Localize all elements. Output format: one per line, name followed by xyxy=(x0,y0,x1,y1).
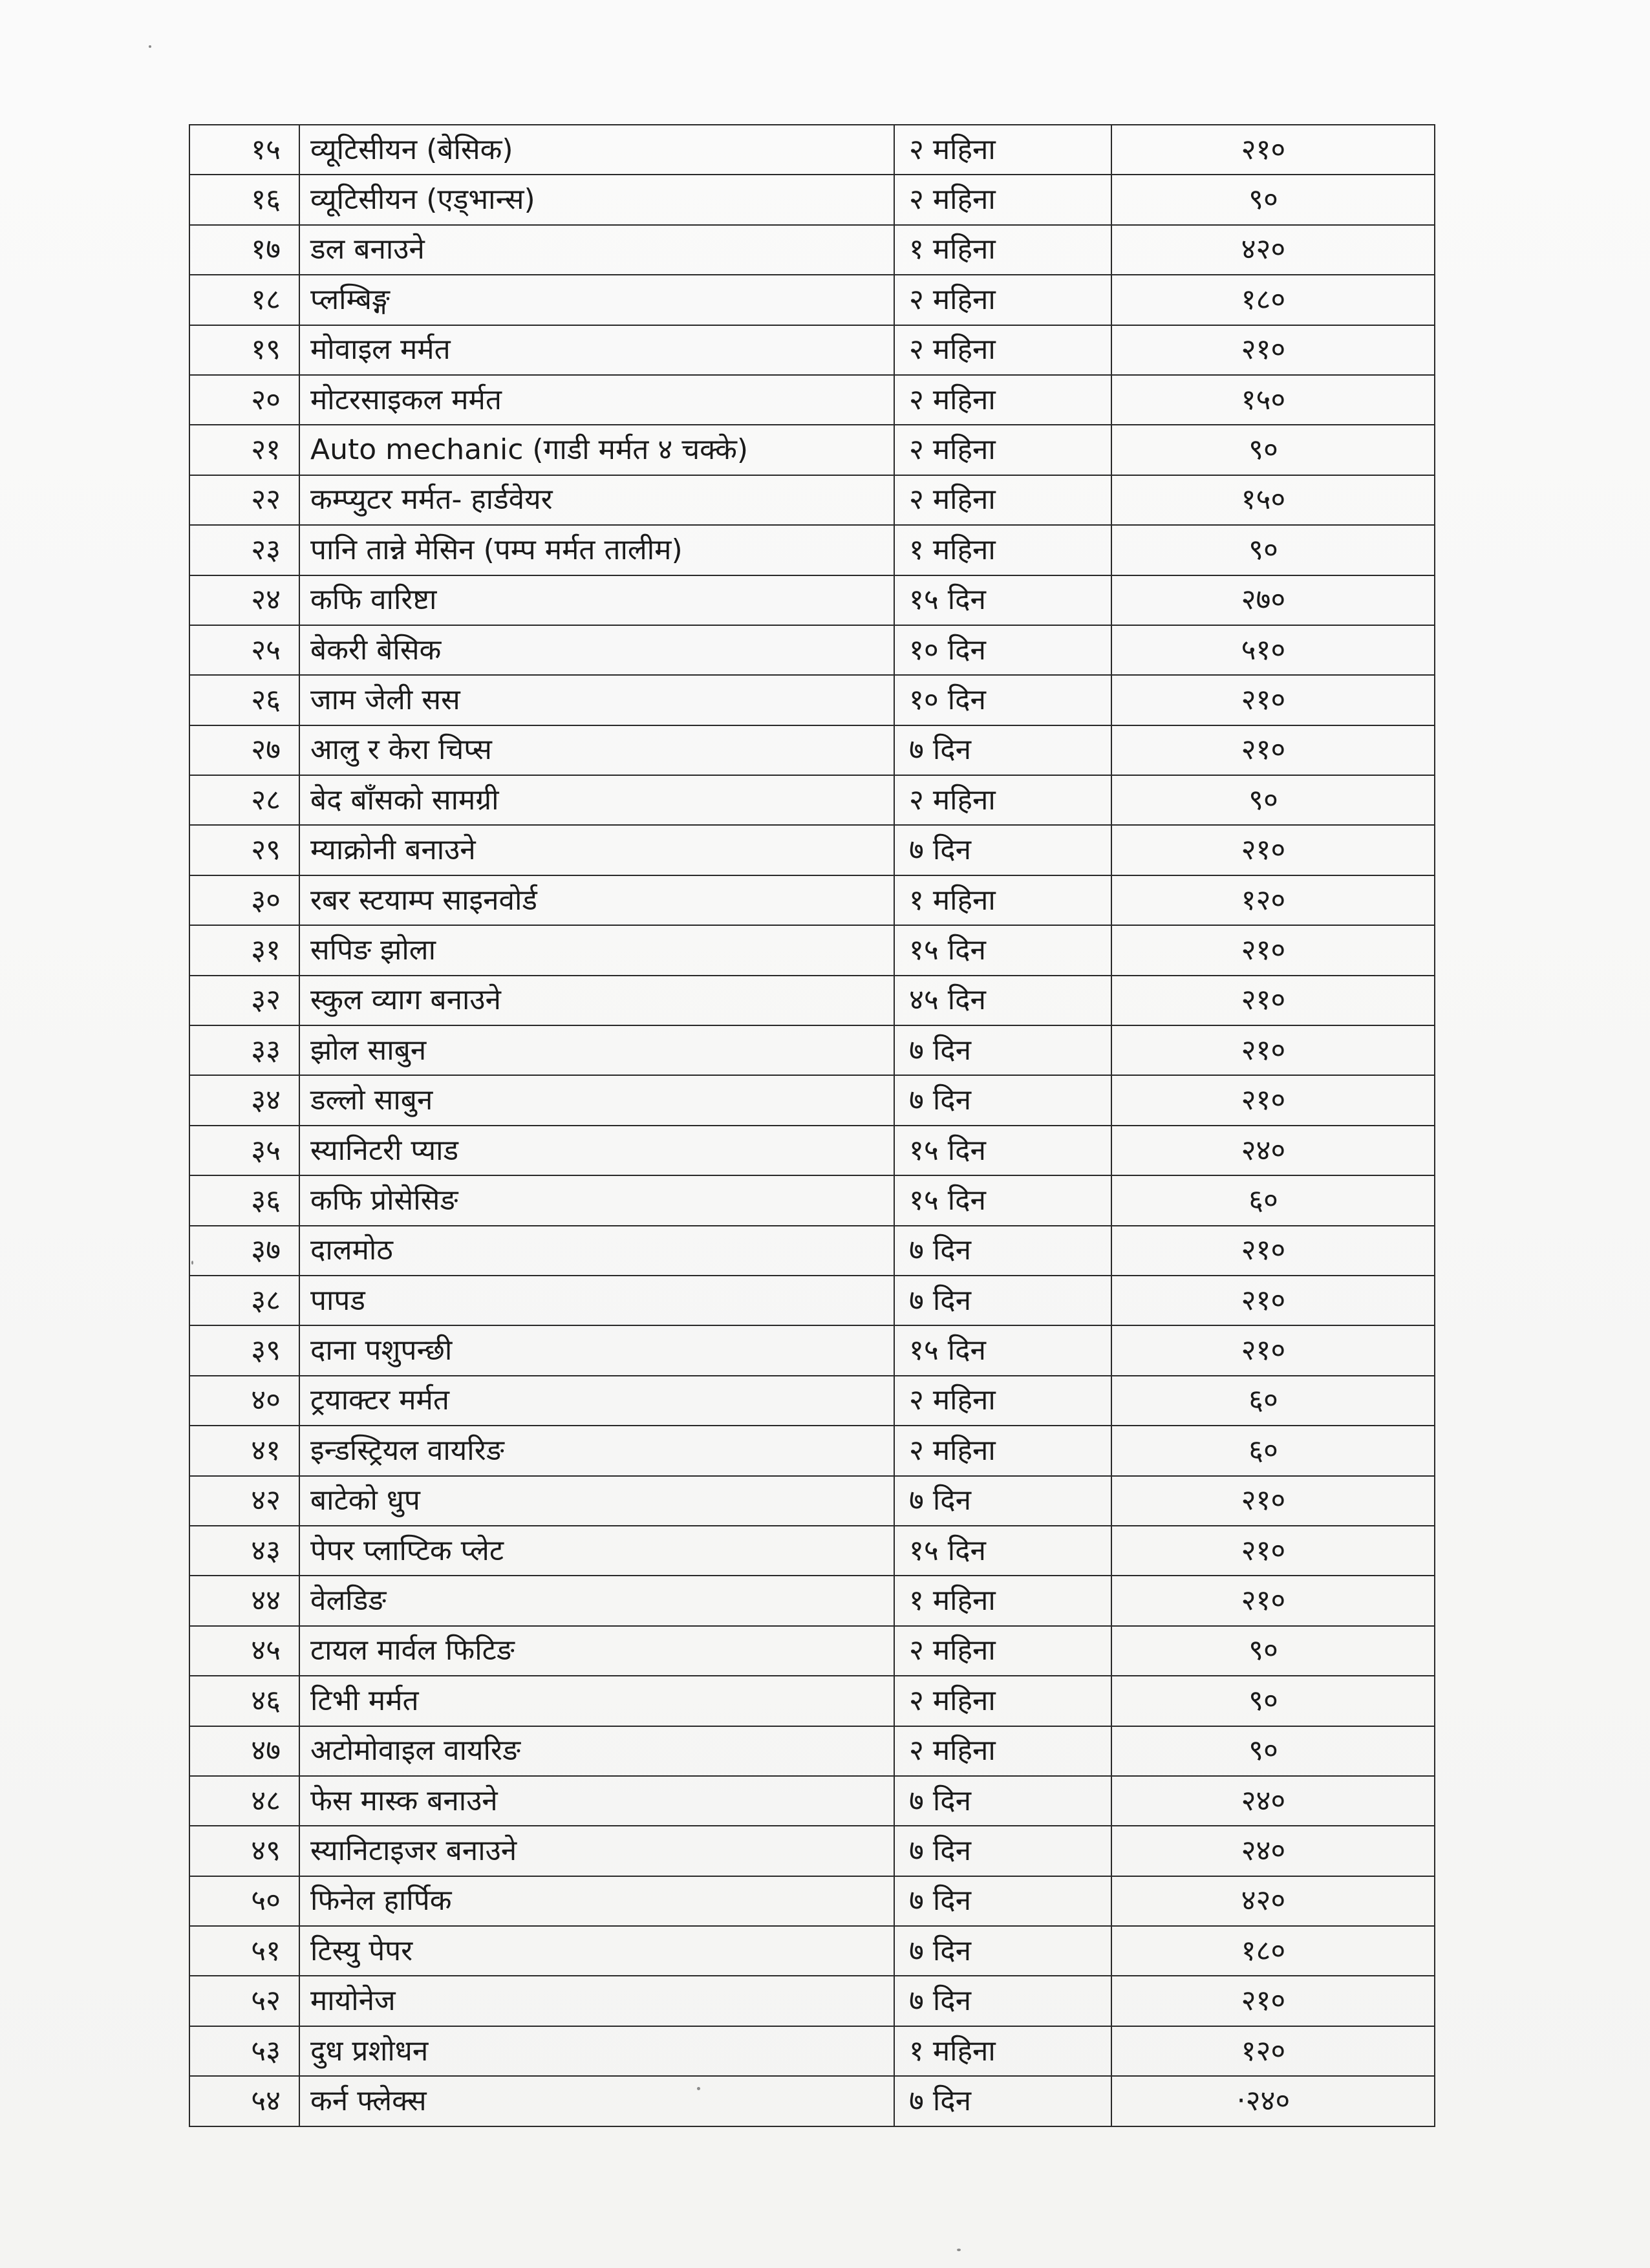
course-name-cell: पेपर प्लाप्टिक प्लेट xyxy=(299,1526,894,1576)
seats-cell: ९० xyxy=(1111,1676,1435,1726)
seats-cell: २७० xyxy=(1111,575,1435,625)
table-row xyxy=(189,425,1435,475)
table-row xyxy=(189,1025,1435,1075)
table-row xyxy=(189,1226,1435,1276)
table-row xyxy=(189,1626,1435,1676)
serial-number-cell: ३९ xyxy=(189,1325,299,1375)
duration-cell: १ महिना xyxy=(894,1576,1111,1625)
duration-cell: २ महिना xyxy=(894,1626,1111,1676)
duration-cell: ७ दिन xyxy=(894,1276,1111,1325)
course-name-cell: मायोनेज xyxy=(299,1976,894,2026)
table-row xyxy=(189,475,1435,525)
serial-number-cell: ३३ xyxy=(189,1025,299,1075)
table-row xyxy=(189,2026,1435,2076)
course-name-cell: टायल मार्वल फिटिङ xyxy=(299,1626,894,1676)
serial-number-cell: ४८ xyxy=(189,1776,299,1826)
seats-cell: २४० xyxy=(1111,1126,1435,1175)
seats-cell: ९० xyxy=(1111,775,1435,825)
seats-cell: २४० xyxy=(1111,1776,1435,1826)
training-course-table xyxy=(189,124,1435,2127)
seats-cell: ·२४० xyxy=(1111,2076,1435,2126)
table-row xyxy=(189,325,1435,375)
duration-cell: १५ दिन xyxy=(894,575,1111,625)
serial-number-cell: १७ xyxy=(189,225,299,275)
table-row xyxy=(189,625,1435,675)
table-row xyxy=(189,2076,1435,2126)
table-row xyxy=(189,1376,1435,1426)
table-row xyxy=(189,675,1435,725)
serial-number-cell: २१ xyxy=(189,425,299,475)
duration-cell: १५ दिन xyxy=(894,1126,1111,1175)
serial-number-cell: २२ xyxy=(189,475,299,525)
serial-number-cell: ४९ xyxy=(189,1826,299,1876)
course-name-cell: टिभी मर्मत xyxy=(299,1676,894,1726)
duration-cell: १५ दिन xyxy=(894,1175,1111,1225)
serial-number-cell: ४० xyxy=(189,1376,299,1426)
seats-cell: ६० xyxy=(1111,1426,1435,1475)
course-name-cell: रबर स्टयाम्प साइनवोर्ड xyxy=(299,875,894,925)
table-row xyxy=(189,1426,1435,1475)
course-name-cell: पापड xyxy=(299,1276,894,1325)
table-row xyxy=(189,525,1435,575)
serial-number-cell: ४७ xyxy=(189,1726,299,1776)
course-name-cell: स्यानिटरी प्याड xyxy=(299,1126,894,1175)
table-row xyxy=(189,775,1435,825)
table-row xyxy=(189,925,1435,975)
table-row xyxy=(189,976,1435,1025)
duration-cell: ७ दिन xyxy=(894,1876,1111,1926)
duration-cell: ७ दिन xyxy=(894,1826,1111,1876)
course-name-cell: मोवाइल मर्मत xyxy=(299,325,894,375)
duration-cell: १० दिन xyxy=(894,675,1111,725)
seats-cell: १२० xyxy=(1111,875,1435,925)
duration-cell: २ महिना xyxy=(894,1726,1111,1776)
seats-cell: २१० xyxy=(1111,675,1435,725)
seats-cell: २१० xyxy=(1111,1325,1435,1375)
seats-cell: ४२० xyxy=(1111,225,1435,275)
duration-cell: ७ दिन xyxy=(894,1075,1111,1125)
serial-number-cell: २४ xyxy=(189,575,299,625)
course-name-cell: फेस मास्क बनाउने xyxy=(299,1776,894,1826)
seats-cell: २१० xyxy=(1111,1976,1435,2026)
course-name-cell: झोल साबुन xyxy=(299,1025,894,1075)
duration-cell: २ महिना xyxy=(894,325,1111,375)
serial-number-cell: ४२ xyxy=(189,1476,299,1526)
serial-number-cell: २८ xyxy=(189,775,299,825)
duration-cell: १ महिना xyxy=(894,875,1111,925)
serial-number-cell: २७ xyxy=(189,725,299,775)
seats-cell: २१० xyxy=(1111,1476,1435,1526)
scan-speck xyxy=(149,45,151,48)
serial-number-cell: १८ xyxy=(189,275,299,325)
serial-number-cell: ५३ xyxy=(189,2026,299,2076)
table-row xyxy=(189,1776,1435,1826)
serial-number-cell: ४४ xyxy=(189,1576,299,1625)
seats-cell: २१० xyxy=(1111,1576,1435,1625)
duration-cell: १ महिना xyxy=(894,225,1111,275)
serial-number-cell: ५० xyxy=(189,1876,299,1926)
duration-cell: २ महिना xyxy=(894,175,1111,224)
course-name-cell: व्यूटिसीयन (एड्भान्स) xyxy=(299,175,894,224)
course-name-cell: दाना पशुपन्छी xyxy=(299,1325,894,1375)
table-row xyxy=(189,1325,1435,1375)
duration-cell: ७ दिन xyxy=(894,2076,1111,2126)
serial-number-cell: २५ xyxy=(189,625,299,675)
seats-cell: २१० xyxy=(1111,925,1435,975)
serial-number-cell: २३ xyxy=(189,525,299,575)
serial-number-cell: ५१ xyxy=(189,1926,299,1976)
duration-cell: १० दिन xyxy=(894,625,1111,675)
course-name-cell: दालमोठ xyxy=(299,1226,894,1276)
duration-cell: २ महिना xyxy=(894,1676,1111,1726)
serial-number-cell: २९ xyxy=(189,825,299,875)
course-name-cell: जाम जेली सस xyxy=(299,675,894,725)
table-row xyxy=(189,1526,1435,1576)
serial-number-cell: ३७ xyxy=(189,1226,299,1276)
serial-number-cell: १६ xyxy=(189,175,299,224)
seats-cell: ९० xyxy=(1111,525,1435,575)
serial-number-cell: ४३ xyxy=(189,1526,299,1576)
serial-number-cell: २६ xyxy=(189,675,299,725)
serial-number-cell: २० xyxy=(189,375,299,425)
serial-number-cell: ४५ xyxy=(189,1626,299,1676)
serial-number-cell: ४६ xyxy=(189,1676,299,1726)
course-name-cell: कफि प्रोसेसिङ xyxy=(299,1175,894,1225)
duration-cell: ४५ दिन xyxy=(894,976,1111,1025)
duration-cell: ७ दिन xyxy=(894,1476,1111,1526)
duration-cell: २ महिना xyxy=(894,775,1111,825)
serial-number-cell: ३१ xyxy=(189,925,299,975)
course-name-cell: व्यूटिसीयन (बेसिक) xyxy=(299,125,894,175)
seats-cell: ६० xyxy=(1111,1376,1435,1426)
table-row xyxy=(189,1926,1435,1976)
course-name-cell: आलु र केरा चिप्स xyxy=(299,725,894,775)
table-row xyxy=(189,1476,1435,1526)
duration-cell: ७ दिन xyxy=(894,1025,1111,1075)
seats-cell: ९० xyxy=(1111,1726,1435,1776)
table-row xyxy=(189,1075,1435,1125)
serial-number-cell: ३४ xyxy=(189,1075,299,1125)
seats-cell: २१० xyxy=(1111,976,1435,1025)
table-row xyxy=(189,1876,1435,1926)
course-name-cell: बेद बाँसको सामग्री xyxy=(299,775,894,825)
serial-number-cell: ४१ xyxy=(189,1426,299,1475)
seats-cell: १८० xyxy=(1111,1926,1435,1976)
duration-cell: २ महिना xyxy=(894,1426,1111,1475)
seats-cell: २१० xyxy=(1111,325,1435,375)
table-row xyxy=(189,275,1435,325)
course-name-cell: म्याक्रोनी बनाउने xyxy=(299,825,894,875)
table-row xyxy=(189,1676,1435,1726)
serial-number-cell: ५४ xyxy=(189,2076,299,2126)
duration-cell: २ महिना xyxy=(894,475,1111,525)
seats-cell: ९० xyxy=(1111,1626,1435,1676)
duration-cell: १ महिना xyxy=(894,525,1111,575)
course-name-cell: स्यानिटाइजर बनाउने xyxy=(299,1826,894,1876)
course-name-cell: सपिङ झोला xyxy=(299,925,894,975)
table-row xyxy=(189,1276,1435,1325)
duration-cell: ७ दिन xyxy=(894,1776,1111,1826)
seats-cell: २१० xyxy=(1111,125,1435,175)
table-row xyxy=(189,1175,1435,1225)
table-row xyxy=(189,575,1435,625)
seats-cell: १८० xyxy=(1111,275,1435,325)
course-name-cell: प्लम्बिङ्ग xyxy=(299,275,894,325)
seats-cell: ५१० xyxy=(1111,625,1435,675)
duration-cell: ७ दिन xyxy=(894,725,1111,775)
seats-cell: २१० xyxy=(1111,1075,1435,1125)
duration-cell: २ महिना xyxy=(894,375,1111,425)
duration-cell: १५ दिन xyxy=(894,1526,1111,1576)
table-row xyxy=(189,1826,1435,1876)
duration-cell: ७ दिन xyxy=(894,1976,1111,2026)
seats-cell: ४२० xyxy=(1111,1876,1435,1926)
course-name-cell: बाटेको धुप xyxy=(299,1476,894,1526)
course-name-cell: दुध प्रशोधन xyxy=(299,2026,894,2076)
table-body xyxy=(189,125,1435,2126)
serial-number-cell: ३२ xyxy=(189,976,299,1025)
course-name-cell: कर्न फ्लेक्स xyxy=(299,2076,894,2126)
seats-cell: २१० xyxy=(1111,1025,1435,1075)
course-name-cell: कम्प्युटर मर्मत- हार्डवेयर xyxy=(299,475,894,525)
course-name-cell: टिस्यु पेपर xyxy=(299,1926,894,1976)
seats-cell: २१० xyxy=(1111,1226,1435,1276)
table-row xyxy=(189,875,1435,925)
duration-cell: १ महिना xyxy=(894,2026,1111,2076)
serial-number-cell: ३८ xyxy=(189,1276,299,1325)
table-row xyxy=(189,375,1435,425)
duration-cell: ७ दिन xyxy=(894,1226,1111,1276)
table-row xyxy=(189,125,1435,175)
seats-cell: २१० xyxy=(1111,1276,1435,1325)
serial-number-cell: १५ xyxy=(189,125,299,175)
course-name-cell: कफि वारिष्टा xyxy=(299,575,894,625)
course-name-cell: अटोमोवाइल वायरिङ xyxy=(299,1726,894,1776)
table-row xyxy=(189,175,1435,224)
duration-cell: ७ दिन xyxy=(894,825,1111,875)
table-row xyxy=(189,825,1435,875)
course-name-cell: ट्रयाक्टर मर्मत xyxy=(299,1376,894,1426)
seats-cell: १२० xyxy=(1111,2026,1435,2076)
duration-cell: ७ दिन xyxy=(894,1926,1111,1976)
serial-number-cell: ३० xyxy=(189,875,299,925)
serial-number-cell: ५२ xyxy=(189,1976,299,2026)
serial-number-cell: ३५ xyxy=(189,1126,299,1175)
table-row xyxy=(189,1576,1435,1625)
table-row xyxy=(189,1126,1435,1175)
duration-cell: २ महिना xyxy=(894,275,1111,325)
seats-cell: १५० xyxy=(1111,375,1435,425)
duration-cell: १५ दिन xyxy=(894,925,1111,975)
course-name-cell: फिनेल हार्पिक xyxy=(299,1876,894,1926)
course-name-cell: पानि तान्ने मेसिन (पम्प मर्मत तालीम) xyxy=(299,525,894,575)
seats-cell: ९० xyxy=(1111,175,1435,224)
seats-cell: ९० xyxy=(1111,425,1435,475)
duration-cell: २ महिना xyxy=(894,125,1111,175)
table-row xyxy=(189,725,1435,775)
duration-cell: १५ दिन xyxy=(894,1325,1111,1375)
duration-cell: २ महिना xyxy=(894,425,1111,475)
duration-cell: २ महिना xyxy=(894,1376,1111,1426)
course-name-cell: इन्डस्ट्रियल वायरिङ xyxy=(299,1426,894,1475)
seats-cell: १५० xyxy=(1111,475,1435,525)
seats-cell: २१० xyxy=(1111,1526,1435,1576)
course-name-cell: Auto mechanic (गाडी मर्मत ४ चक्के) xyxy=(299,425,894,475)
seats-cell: २४० xyxy=(1111,1826,1435,1876)
course-name-cell: बेकरी बेसिक xyxy=(299,625,894,675)
table-row xyxy=(189,1726,1435,1776)
seats-cell: ६० xyxy=(1111,1175,1435,1225)
seats-cell: २१० xyxy=(1111,825,1435,875)
course-name-cell: मोटरसाइकल मर्मत xyxy=(299,375,894,425)
table-row xyxy=(189,1976,1435,2026)
course-name-cell: डल बनाउने xyxy=(299,225,894,275)
seats-cell: २१० xyxy=(1111,725,1435,775)
scan-speck xyxy=(957,2249,961,2251)
course-name-cell: वेलडिङ xyxy=(299,1576,894,1625)
serial-number-cell: ३६ xyxy=(189,1175,299,1225)
scan-speck xyxy=(697,2087,700,2090)
course-name-cell: स्कुल व्याग बनाउने xyxy=(299,976,894,1025)
serial-number-cell: १९ xyxy=(189,325,299,375)
table-row xyxy=(189,225,1435,275)
course-name-cell: डल्लो साबुन xyxy=(299,1075,894,1125)
scan-speck xyxy=(191,1261,193,1265)
